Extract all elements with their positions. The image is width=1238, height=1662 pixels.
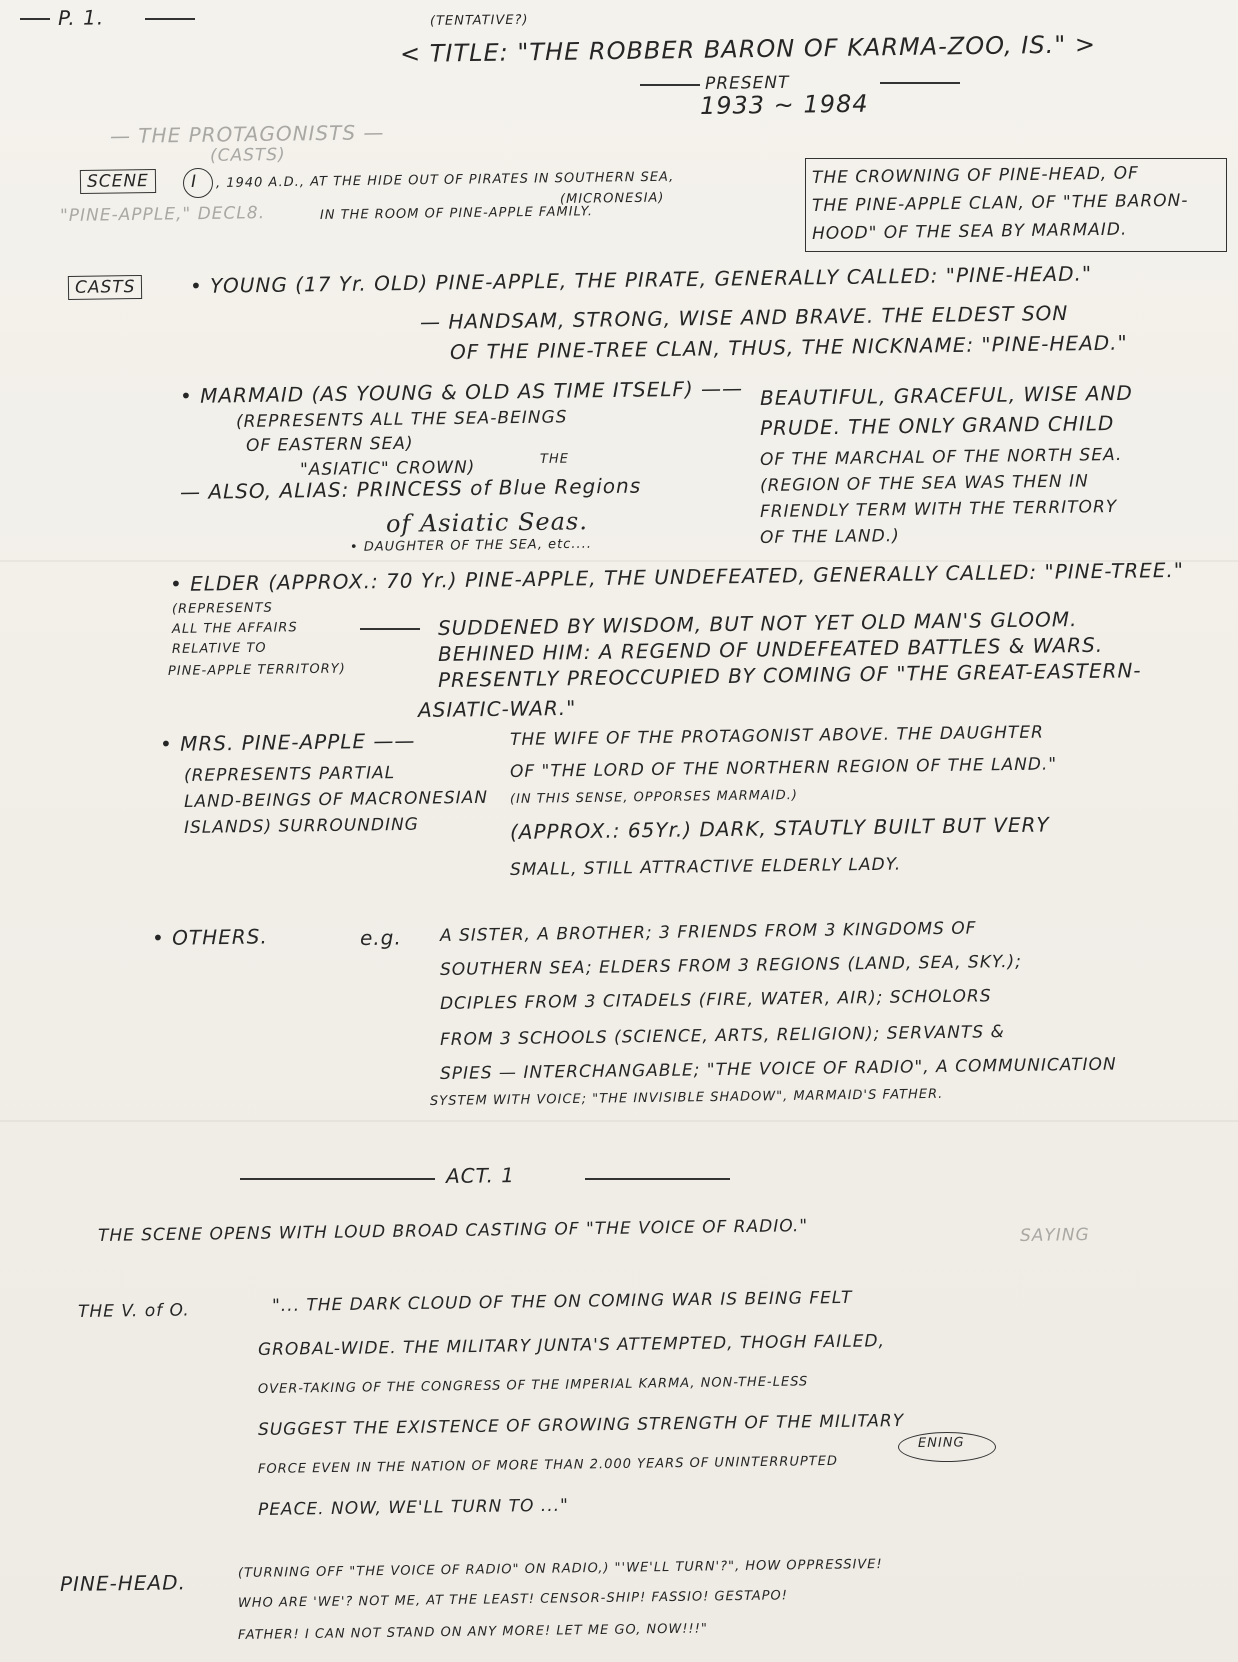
- page-number-rule-right: [145, 18, 195, 20]
- page-number-rule-left: [20, 18, 50, 20]
- mrs-heading: • MRS. PINE-APPLE ——: [159, 728, 416, 756]
- paper-fold: [0, 1120, 1238, 1122]
- others-line: FROM 3 SCHOOLS (SCIENCE, ARTS, RELIGION); SERVANTS &: [439, 1022, 1005, 1050]
- marmaid-alias-cont: of Asiatic Seas.: [385, 507, 589, 538]
- radio-ening-insert: ENING: [917, 1435, 965, 1451]
- marmaid-crown: "ASIATIC" CROWN): [299, 457, 476, 480]
- others-line: SOUTHERN SEA; ELDERS FROM 3 REGIONS (LAND, SEA, SKY.);: [439, 951, 1023, 980]
- others-line: A SISTER, A BROTHER; 3 FRIENDS FROM 3 KINGDOMS OF: [439, 918, 977, 946]
- elder-desc: SUDDENED BY WISDOM, BUT NOT YET OLD MAN'S GLOOM.: [437, 607, 1078, 640]
- elder-represents: PINE-APPLE TERRITORY): [167, 661, 346, 679]
- radio-line: OVER-TAKING OF THE CONGRESS OF THE IMPERIAL KARMA, NON-THE-LESS: [257, 1374, 809, 1397]
- others-line: SPIES — INTERCHANGABLE; "THE VOICE OF RADIO", A COMMUNICATION: [439, 1054, 1117, 1084]
- elder-dash: [360, 628, 420, 630]
- radio-line: GROBAL-WIDE. THE MILITARY JUNTA'S ATTEMPTED, THOGH FAILED,: [257, 1331, 886, 1360]
- mrs-represents: ISLANDS) SURROUNDING: [183, 814, 420, 838]
- marmaid-crown-the: THE: [539, 451, 570, 467]
- pine-head-line: WHO ARE 'WE'? NOT ME, AT THE LEAST! CENSOR-SHIP! FASSIO! GESTAPO!: [237, 1588, 789, 1611]
- present-rule-right: [880, 82, 960, 84]
- years-range: 1933 ~ 1984: [699, 89, 869, 120]
- present-rule-left: [640, 84, 700, 86]
- elder-desc: PRESENTLY PREOCCUPIED BY COMING OF "THE GREAT-EASTERN-: [437, 658, 1142, 692]
- scene-label: SCENE: [80, 169, 156, 194]
- others-heading: • OTHERS.: [151, 924, 268, 950]
- elder-desc: BEHINED HIM: A REGEND OF UNDEFEATED BATTLES & WARS.: [437, 632, 1104, 666]
- marmaid-desc: PRUDE. THE ONLY GRAND CHILD: [759, 411, 1115, 440]
- marmaid-desc: (REGION OF THE SEA WAS THEN IN: [759, 471, 1089, 496]
- marmaid-represents: (REPRESENTS ALL THE SEA-BEINGS: [235, 407, 568, 432]
- radio-line: SUGGEST THE EXISTENCE OF GROWING STRENGTH OF THE MILITARY: [257, 1410, 905, 1440]
- elder-represents: (REPRESENTS: [171, 600, 273, 617]
- marmaid-desc: FRIENDLY TERM WITH THE TERRITORY: [759, 497, 1118, 522]
- young-heading: • YOUNG (17 Yr. OLD) PINE-APPLE, THE PIRATE, GENERALLY CALLED: "PINE-HEAD.": [189, 261, 1093, 298]
- speaker-voice-of-radio: THE V. of O.: [77, 1300, 190, 1322]
- others-line: SYSTEM WITH VOICE; "THE INVISIBLE SHADOW", MARMAID'S FATHER.: [429, 1086, 944, 1109]
- pine-head-line: FATHER! I CAN NOT STAND ON ANY MORE! LET ME GO, NOW!!!": [237, 1621, 708, 1643]
- marmaid-desc: OF THE MARCHAL OF THE NORTH SEA.: [759, 444, 1123, 470]
- page-number: P. 1.: [57, 5, 105, 30]
- tentative-note: (TENTATIVE?): [429, 12, 529, 29]
- elder-represents: ALL THE AFFAIRS: [171, 620, 298, 637]
- scene-setting: , 1940 A.D., AT THE HIDE OUT OF PIRATES IN SOUTHERN SEA,: [215, 169, 675, 191]
- marmaid-desc: OF THE LAND.): [759, 526, 900, 548]
- marmaid-daughter: • DAUGHTER OF THE SEA, etc....: [349, 536, 593, 555]
- marmaid-represents: OF EASTERN SEA): [245, 433, 414, 456]
- marmaid-desc: BEAUTIFUL, GRACEFUL, WISE AND: [759, 380, 1134, 410]
- elder-desc: ASIATIC-WAR.": [417, 695, 577, 722]
- scene-number-circle: [183, 168, 213, 198]
- scene-number: I: [190, 171, 198, 192]
- elder-represents: RELATIVE TO: [171, 640, 267, 657]
- scene-opening-faint: SAYING: [1019, 1225, 1090, 1246]
- speaker-pine-head: PINE-HEAD.: [59, 1570, 187, 1596]
- young-desc: OF THE PINE-TREE CLAN, THUS, THE NICKNAME: "PINE-HEAD.": [449, 330, 1128, 364]
- mrs-desc: (IN THIS SENSE, OPPORSES MARMAID.): [509, 787, 799, 807]
- radio-line: PEACE. NOW, WE'LL TURN TO ...": [257, 1495, 570, 1520]
- crowning-line: THE PINE-APPLE CLAN, OF "THE BARON-: [811, 190, 1189, 216]
- mrs-desc: SMALL, STILL ATTRACTIVE ELDERLY LADY.: [509, 854, 902, 880]
- act-rule-left: [240, 1178, 435, 1180]
- elder-heading: • ELDER (APPROX.: 70 Yr.) PINE-APPLE, THE UNDEFEATED, GENERALLY CALLED: "PINE-TREE.": [169, 557, 1185, 596]
- present-label: PRESENT: [704, 72, 790, 94]
- title: < TITLE: "THE ROBBER BARON OF KARMA-ZOO, IS." >: [399, 30, 1097, 68]
- young-desc: — HANDSAM, STRONG, WISE AND BRAVE. THE ELDEST SON: [419, 300, 1069, 334]
- mrs-desc: (APPROX.: 65Yr.) DARK, STAUTLY BUILT BUT VERY: [509, 812, 1050, 844]
- scene-room: IN THE ROOM OF PINE-APPLE FAMILY.: [319, 204, 594, 223]
- marmaid-heading: • MARMAID (AS YOUNG & OLD AS TIME ITSELF) ——: [179, 376, 744, 408]
- casts-label: CASTS: [68, 275, 143, 300]
- others-line: DCIPLES FROM 3 CITADELS (FIRE, WATER, AIR); SCHOLORS: [439, 986, 992, 1014]
- scene-opening: THE SCENE OPENS WITH LOUD BROAD CASTING OF "THE VOICE OF RADIO.": [97, 1216, 809, 1246]
- crowning-line: THE CROWNING OF PINE-HEAD, OF: [811, 163, 1139, 188]
- mrs-desc: THE WIFE OF THE PROTAGONIST ABOVE. THE DAUGHTER: [509, 722, 1045, 750]
- radio-line: "... THE DARK CLOUD OF THE ON COMING WAR IS BEING FELT: [271, 1287, 853, 1316]
- mrs-represents: LAND-BEINGS OF MACRONESIAN: [183, 787, 489, 812]
- marmaid-alias: — ALSO, ALIAS: PRINCESS of Blue Regions: [179, 473, 642, 504]
- pine-head-line: (TURNING OFF "THE VOICE OF RADIO" ON RADIO,) "'WE'LL TURN'?", HOW OPPRESSIVE!: [237, 1556, 883, 1581]
- mrs-represents: (REPRESENTS PARTIAL: [183, 763, 396, 786]
- crowning-line: HOOD" OF THE SEA BY MARMAID.: [811, 219, 1128, 244]
- radio-line: FORCE EVEN IN THE NATION OF MORE THAN 2.000 YEARS OF UNINTERRUPTED: [257, 1453, 839, 1477]
- scene-faint-note: "PINE-APPLE," DECL8.: [59, 203, 266, 226]
- scene-micronesia: (MICRONESIA): [559, 190, 665, 207]
- act-heading: ACT. 1: [445, 1163, 516, 1188]
- faint-subheading: (CASTS): [209, 144, 286, 166]
- mrs-desc: OF "THE LORD OF THE NORTHERN REGION OF THE LAND.": [509, 754, 1058, 782]
- act-rule-right: [585, 1178, 730, 1180]
- others-eg: e.g.: [359, 925, 402, 950]
- faint-heading: — THE PROTAGONISTS —: [109, 120, 385, 148]
